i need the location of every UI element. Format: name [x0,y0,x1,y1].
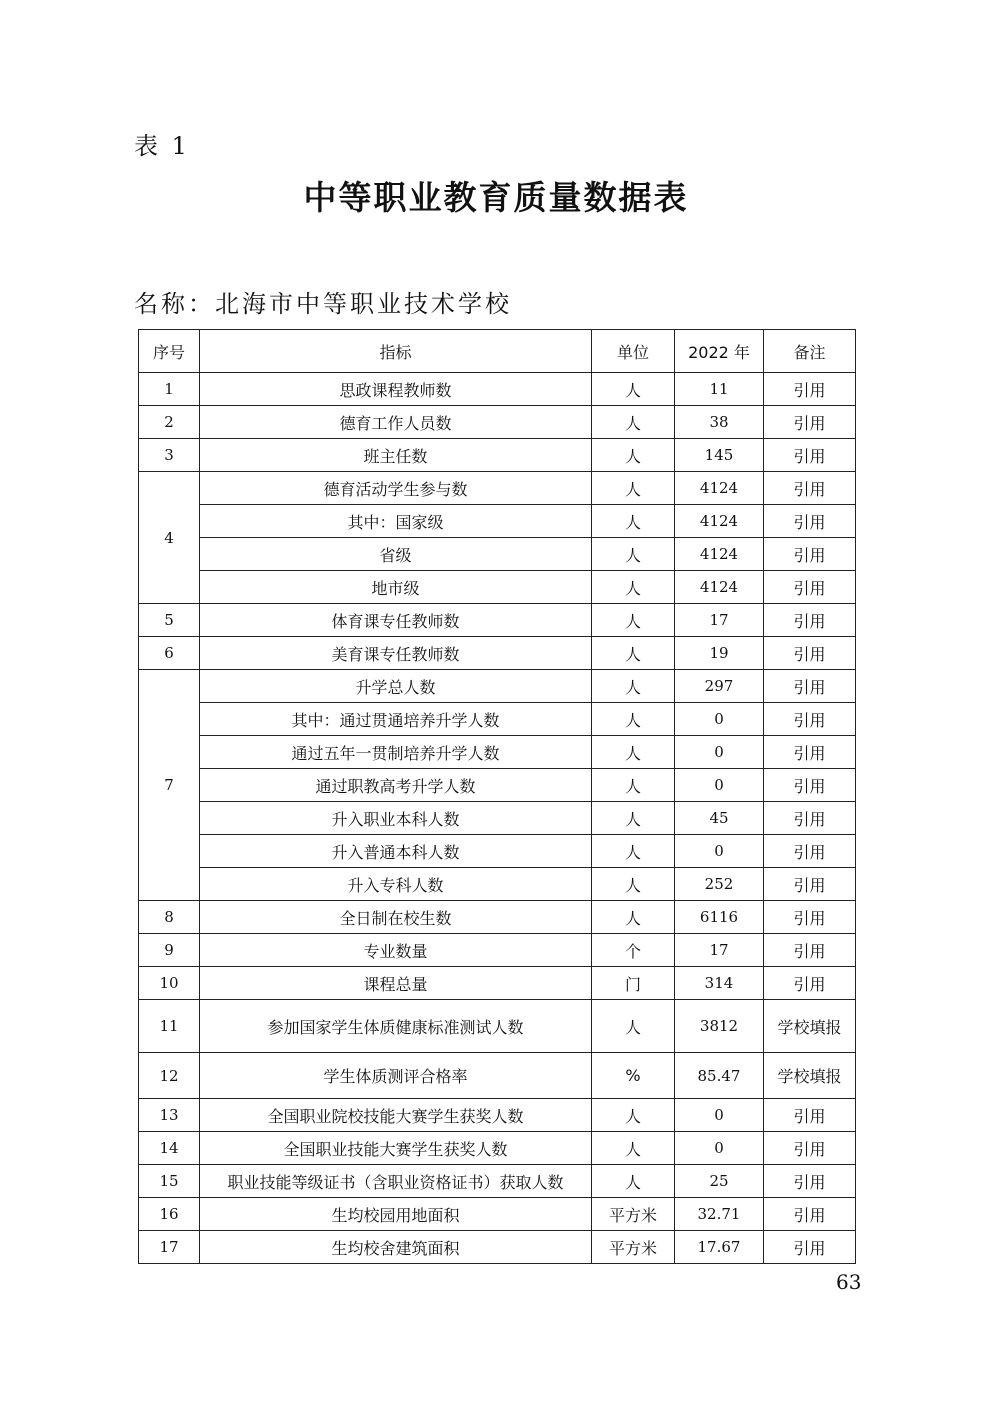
unit-cell: 人 [592,439,675,472]
value-cell: 0 [675,703,764,736]
table-row [139,1000,856,1053]
note-cell: 引用 [764,835,856,868]
column-header-unit: 单位 [592,330,675,373]
note-cell: 引用 [764,439,856,472]
unit-cell: 人 [592,901,675,934]
note-cell: 引用 [764,571,856,604]
table-label: 表 1 [134,132,190,160]
value-cell: 4124 [675,505,764,538]
note-cell: 引用 [764,637,856,670]
value-cell: 17 [675,604,764,637]
unit-cell: 人 [592,868,675,901]
value-cell: 252 [675,868,764,901]
unit-cell: 人 [592,406,675,439]
note-cell: 引用 [764,505,856,538]
indicator-cell: 体育课专任教师数 [200,604,592,637]
row-number-cell: 17 [139,1231,200,1264]
unit-cell: 人 [592,604,675,637]
indicator-cell: 学生体质测评合格率 [200,1053,592,1099]
row-number-cell: 8 [139,901,200,934]
column-header-indicator: 指标 [200,330,592,373]
table-row [139,769,856,802]
column-header-no: 序号 [139,330,200,373]
value-cell: 145 [675,439,764,472]
unit-cell: 人 [592,703,675,736]
unit-cell: 人 [592,472,675,505]
table-row [139,736,856,769]
indicator-cell: 全国职业院校技能大赛学生获奖人数 [200,1099,592,1132]
note-cell: 引用 [764,1198,856,1231]
row-number-cell: 12 [139,1053,200,1099]
column-header-note: 备注 [764,330,856,373]
table-row [139,703,856,736]
indicator-cell: 其中：国家级 [200,505,592,538]
value-cell: 19 [675,637,764,670]
table-row [139,1231,856,1264]
table-row [139,670,856,703]
note-cell: 引用 [764,1132,856,1165]
value-cell: 11 [675,373,764,406]
indicator-cell: 全国职业技能大赛学生获奖人数 [200,1132,592,1165]
value-cell: 0 [675,835,764,868]
note-cell: 引用 [764,934,856,967]
note-cell: 引用 [764,670,856,703]
note-cell: 引用 [764,1099,856,1132]
table-row [139,868,856,901]
table-row [139,571,856,604]
indicator-cell: 通过职教高考升学人数 [200,769,592,802]
indicator-cell: 职业技能等级证书（含职业资格证书）获取人数 [200,1165,592,1198]
row-number-cell: 14 [139,1132,200,1165]
unit-cell: 人 [592,1000,675,1053]
unit-cell: % [592,1053,675,1099]
row-number-cell: 4 [139,472,200,604]
value-cell: 0 [675,769,764,802]
note-cell: 引用 [764,604,856,637]
table-row [139,538,856,571]
indicator-cell: 班主任数 [200,439,592,472]
indicator-cell: 升入普通本科人数 [200,835,592,868]
note-cell: 学校填报 [764,1053,856,1099]
note-cell: 引用 [764,1165,856,1198]
unit-cell: 人 [592,769,675,802]
indicator-cell: 升入专科人数 [200,868,592,901]
value-cell: 297 [675,670,764,703]
table-row [139,1132,856,1165]
indicator-cell: 生均校园用地面积 [200,1198,592,1231]
table-row [139,505,856,538]
table-body [139,373,856,1264]
column-header-year: 2022 年 [675,330,764,373]
indicator-cell: 全日制在校生数 [200,901,592,934]
note-cell: 引用 [764,901,856,934]
table-header-row [139,330,856,373]
indicator-cell: 其中：通过贯通培养升学人数 [200,703,592,736]
row-number-cell: 11 [139,1000,200,1053]
table-row [139,901,856,934]
unit-cell: 人 [592,571,675,604]
indicator-cell: 课程总量 [200,967,592,1000]
indicator-cell: 参加国家学生体质健康标准测试人数 [200,1000,592,1053]
indicator-cell: 美育课专任教师数 [200,637,592,670]
page-title: 中等职业教育质量数据表 [303,178,689,217]
unit-cell: 人 [592,1099,675,1132]
indicator-cell: 思政课程教师数 [200,373,592,406]
unit-cell: 人 [592,835,675,868]
value-cell: 4124 [675,472,764,505]
value-cell: 45 [675,802,764,835]
table-row [139,1053,856,1099]
unit-cell: 人 [592,1132,675,1165]
unit-cell: 人 [592,736,675,769]
row-number-cell: 1 [139,373,200,406]
unit-cell: 人 [592,538,675,571]
note-cell: 引用 [764,538,856,571]
table-row [139,406,856,439]
indicator-cell: 升学总人数 [200,670,592,703]
note-cell: 引用 [764,703,856,736]
note-cell: 引用 [764,1231,856,1264]
row-number-cell: 5 [139,604,200,637]
value-cell: 0 [675,1099,764,1132]
value-cell: 4124 [675,571,764,604]
value-cell: 17.67 [675,1231,764,1264]
indicator-cell: 地市级 [200,571,592,604]
row-number-cell: 9 [139,934,200,967]
indicator-cell: 通过五年一贯制培养升学人数 [200,736,592,769]
unit-cell: 平方米 [592,1198,675,1231]
note-cell: 引用 [764,373,856,406]
row-number-cell: 7 [139,670,200,901]
value-cell: 25 [675,1165,764,1198]
unit-cell: 人 [592,802,675,835]
indicator-cell: 德育工作人员数 [200,406,592,439]
table-row [139,472,856,505]
row-number-cell: 15 [139,1165,200,1198]
row-number-cell: 6 [139,637,200,670]
note-cell: 引用 [764,868,856,901]
note-cell: 引用 [764,967,856,1000]
value-cell: 0 [675,1132,764,1165]
table-row [139,637,856,670]
value-cell: 0 [675,736,764,769]
table-row [139,1099,856,1132]
row-number-cell: 3 [139,439,200,472]
table-row [139,967,856,1000]
value-cell: 85.47 [675,1053,764,1099]
table-row [139,373,856,406]
row-number-cell: 2 [139,406,200,439]
note-cell: 引用 [764,406,856,439]
table-row [139,802,856,835]
indicator-cell: 专业数量 [200,934,592,967]
unit-cell: 人 [592,505,675,538]
quality-data-table [138,329,856,1264]
value-cell: 32.71 [675,1198,764,1231]
indicator-cell: 生均校舍建筑面积 [200,1231,592,1264]
page-number: 63 [836,1270,862,1294]
indicator-cell: 德育活动学生参与数 [200,472,592,505]
indicator-cell: 升入职业本科人数 [200,802,592,835]
table-row [139,604,856,637]
row-number-cell: 13 [139,1099,200,1132]
note-cell: 引用 [764,769,856,802]
unit-cell: 人 [592,373,675,406]
value-cell: 17 [675,934,764,967]
row-number-cell: 10 [139,967,200,1000]
note-cell: 引用 [764,802,856,835]
indicator-cell: 省级 [200,538,592,571]
school-name: 名称：北海市中等职业技术学校 [134,290,512,318]
unit-cell: 平方米 [592,1231,675,1264]
note-cell: 引用 [764,472,856,505]
table-row [139,1198,856,1231]
note-cell: 引用 [764,736,856,769]
table-row [139,439,856,472]
unit-cell: 门 [592,967,675,1000]
unit-cell: 人 [592,637,675,670]
table-row [139,835,856,868]
value-cell: 4124 [675,538,764,571]
unit-cell: 人 [592,670,675,703]
note-cell: 学校填报 [764,1000,856,1053]
value-cell: 6116 [675,901,764,934]
value-cell: 3812 [675,1000,764,1053]
table-row [139,934,856,967]
value-cell: 38 [675,406,764,439]
unit-cell: 个 [592,934,675,967]
table-row [139,1165,856,1198]
unit-cell: 人 [592,1165,675,1198]
row-number-cell: 16 [139,1198,200,1231]
value-cell: 314 [675,967,764,1000]
